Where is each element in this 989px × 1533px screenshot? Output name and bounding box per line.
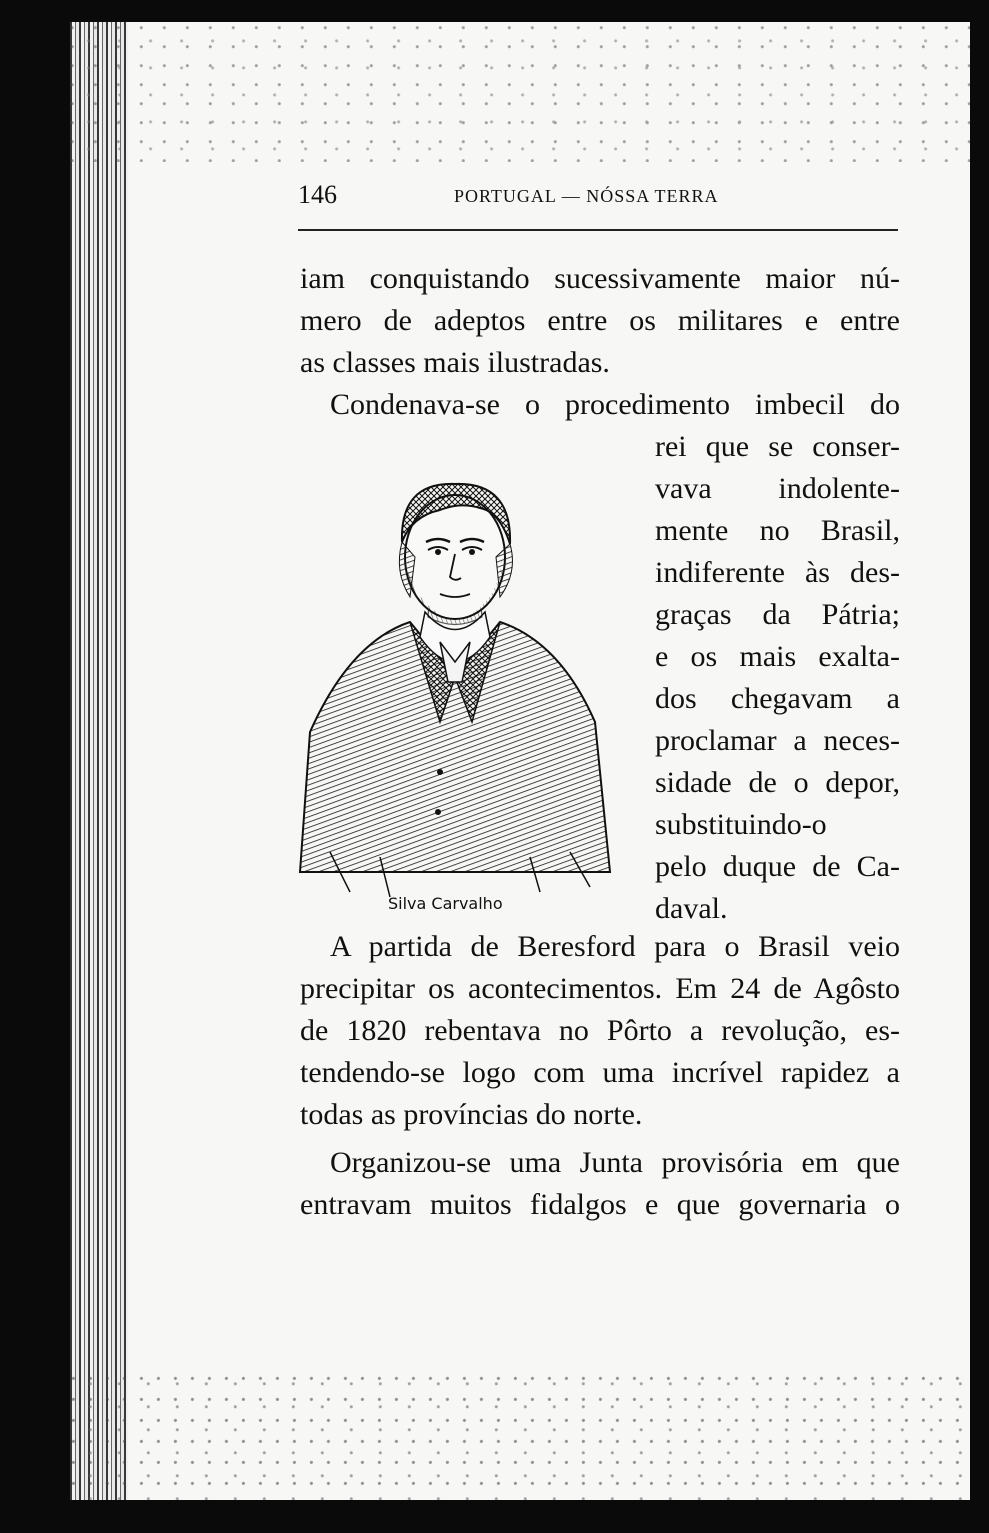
text-line: graças da Pátria; xyxy=(655,598,900,631)
paragraph-4 xyxy=(300,1142,900,1226)
text-line: substituindo-o xyxy=(655,808,827,841)
text-line: A partida de Beresford para o Brasil veio xyxy=(330,930,900,963)
book-page xyxy=(70,22,970,1500)
scan-noise-top xyxy=(70,22,970,162)
paragraph-2-first-line xyxy=(300,384,900,426)
text-line: vava indolente- xyxy=(655,472,900,505)
paragraph-3 xyxy=(300,926,900,1136)
text-line: precipitar os acontecimentos. Em 24 de Agôsto xyxy=(300,972,900,1005)
portrait-illustration xyxy=(290,472,620,902)
text-line: Condenava-se o procedimento imbecil do xyxy=(330,388,900,421)
text-line: daval. xyxy=(655,892,728,925)
text-line: de 1820 rebentava no Pôrto a revolução, es- xyxy=(300,1014,900,1047)
running-head xyxy=(298,172,898,212)
text-line: e os mais exalta- xyxy=(655,640,900,673)
text-line: todas as províncias do norte. xyxy=(300,1098,643,1131)
page-gutter-shadow xyxy=(70,22,128,1500)
text-line: iam conquistando sucessivamente maior nú- xyxy=(300,262,900,295)
text-line: as classes mais ilustradas. xyxy=(300,346,610,379)
text-line: rei que se conser- xyxy=(655,430,900,463)
text-line: Organizou-se uma Junta provisória em que xyxy=(330,1146,900,1179)
text-line: indiferente às des- xyxy=(655,556,900,589)
text-line: sidade de o depor, xyxy=(655,766,900,799)
scan-noise-bottom xyxy=(70,1370,970,1500)
page-number: 146 xyxy=(298,180,337,209)
portrait-engraving xyxy=(290,472,620,902)
paragraph-1 xyxy=(300,258,900,384)
text-line: proclamar a neces- xyxy=(655,724,900,757)
text-line: mente no Brasil, xyxy=(655,514,900,547)
text-line: entravam muitos fidalgos e que governaria o xyxy=(300,1188,900,1221)
paragraph-2-wrap xyxy=(655,426,900,930)
running-title: PORTUGAL — NÓSSA TERRA xyxy=(454,186,719,206)
text-line: pelo duque de Ca- xyxy=(655,850,900,883)
text-line: dos chegavam a xyxy=(655,682,900,715)
text-line: tendendo-se logo com uma incrível rapidez a xyxy=(300,1056,900,1089)
portrait-caption: Silva Carvalho xyxy=(388,894,503,913)
header-rule xyxy=(298,229,898,231)
text-line: mero de adeptos entre os militares e entre xyxy=(300,304,900,337)
